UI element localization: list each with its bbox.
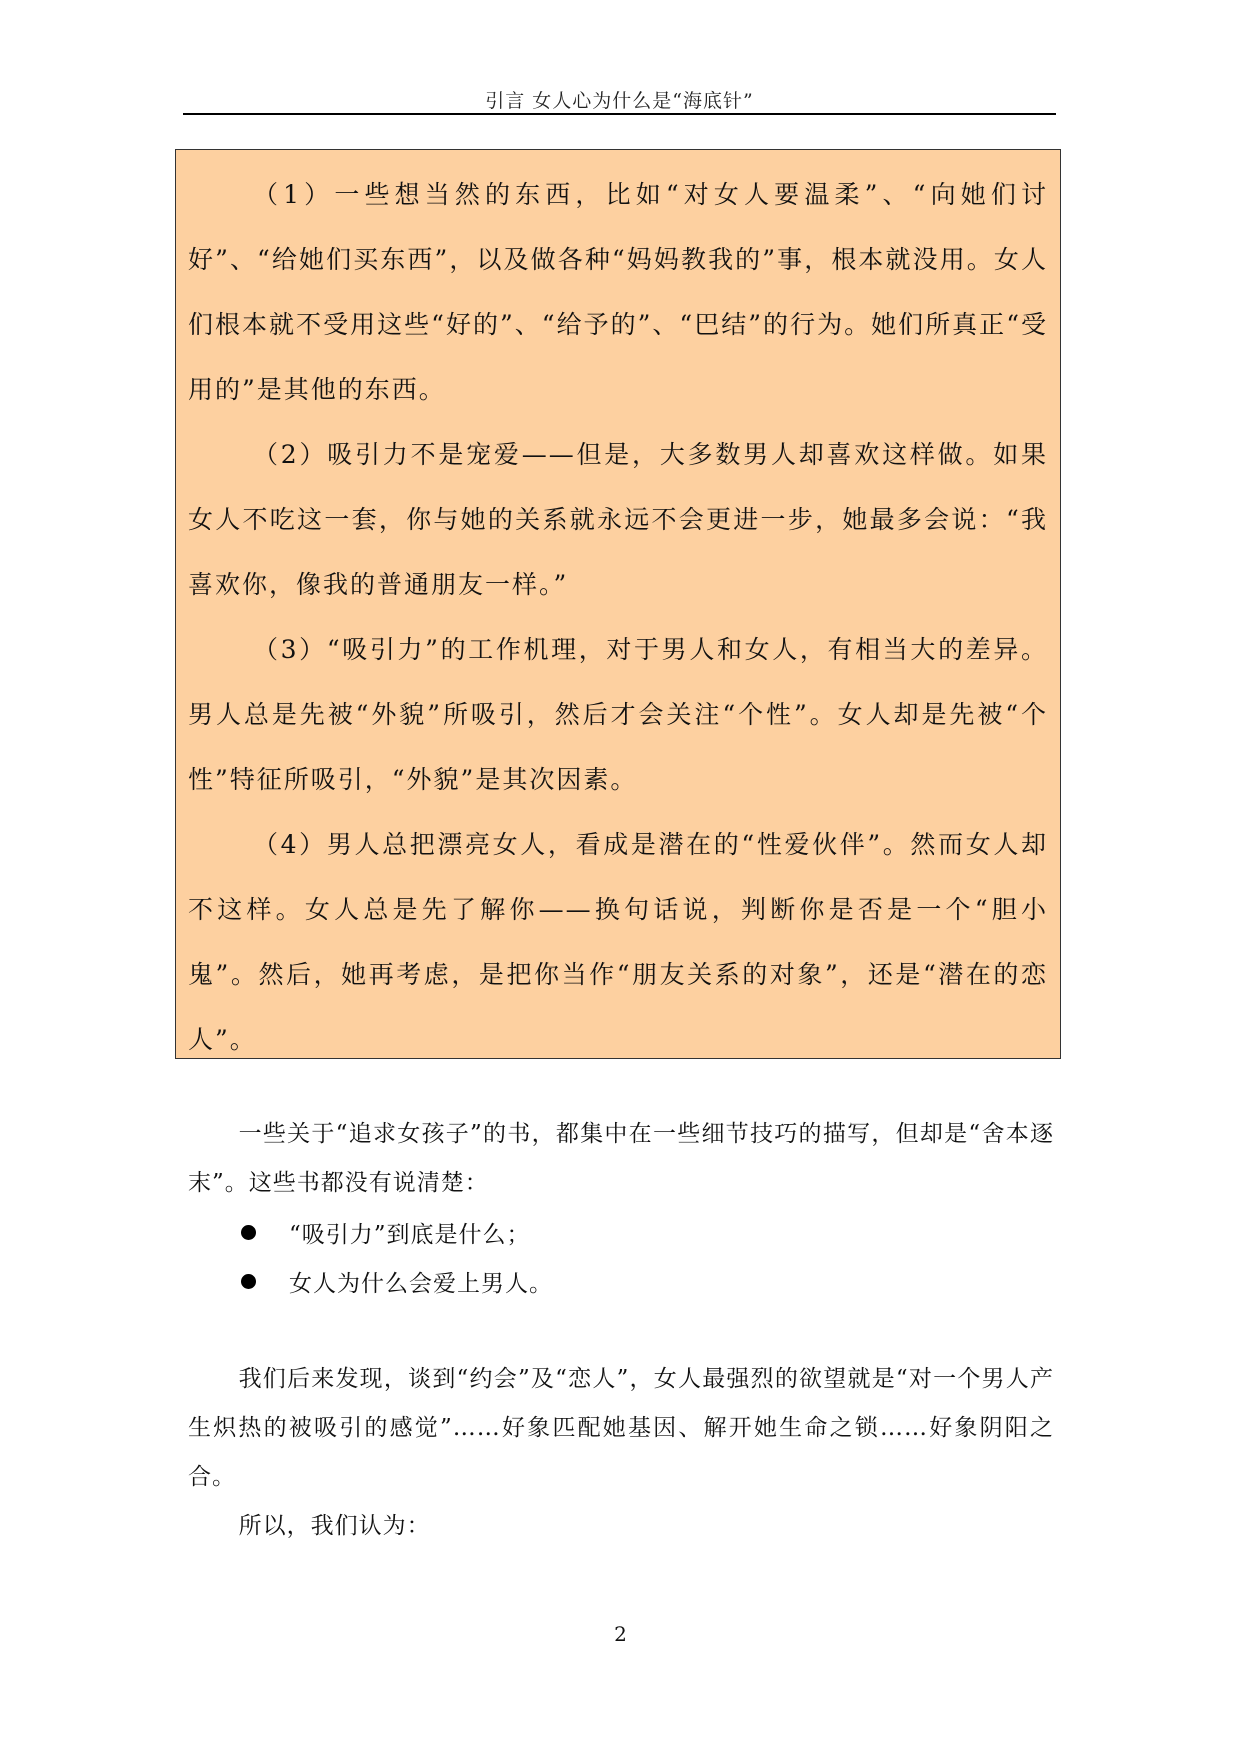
box-paragraph-3: （3）“吸引力”的工作机理，对于男人和女人，有相当大的差异。男人总是先被“外貌”所吸引，然后才会关注“个性”。女人却是先被“个性”特征所吸引，“外貌”是其次因素。 xyxy=(188,635,1048,794)
bullet-text: “吸引力”到底是什么； xyxy=(289,1222,531,1248)
box-paragraph-2: （2）吸引力不是宠爱——但是，大多数男人却喜欢这样做。如果女人不吃这一套，你与她的关系就永远不会更进一步，她最多会说：“我喜欢你，像我的普通朋友一样。” xyxy=(188,440,1048,599)
bullet-item xyxy=(188,1208,1054,1257)
intro-paragraph: 一些关于“追求女孩子”的书，都集中在一些细节技巧的描写，但却是“舍本逐末”。这些书都没有说清楚： xyxy=(188,1121,1054,1196)
discovery-paragraph: 我们后来发现，谈到“约会”及“恋人”，女人最强烈的欲望就是“对一个男人产生炽热的被吸引的感觉”……好象匹配她基因、解开她生命之锁……好象阴阳之合。 xyxy=(188,1366,1054,1490)
box-paragraph-4: （4）男人总把漂亮女人，看成是潜在的“性爱伙伴”。然而女人却不这样。女人总是先了解你——换句话说，判断你是否是一个“胆小鬼”。然后，她再考虑，是把你当作“朋友关系的对象”，还是“潜在的恋人”。 xyxy=(188,830,1048,1054)
header-rule xyxy=(183,113,1056,115)
highlight-box xyxy=(175,149,1061,1059)
body-text xyxy=(188,1110,1054,1551)
running-header: 引言 女人心为什么是“海底针” xyxy=(485,90,754,112)
bullet-dot-icon xyxy=(241,1274,256,1289)
blank-line xyxy=(188,1306,1054,1355)
bullet-dot-icon xyxy=(241,1225,256,1240)
box-paragraph-1: （1）一些想当然的东西，比如“对女人要温柔”、“向她们讨好”、“给她们买东西”，以及做各种“妈妈教我的”事，根本就没用。女人们根本就不受用这些“好的”、“给予的”、“巴结”的行为。她们所真正“受用的”是其他的东西。 xyxy=(188,180,1048,404)
page-number: 2 xyxy=(614,1622,627,1646)
bullet-text: 女人为什么会爱上男人。 xyxy=(289,1271,553,1297)
bullet-item xyxy=(188,1257,1054,1306)
conclusion-lead-paragraph: 所以，我们认为： xyxy=(238,1513,431,1539)
bullet-list xyxy=(188,1208,1054,1306)
